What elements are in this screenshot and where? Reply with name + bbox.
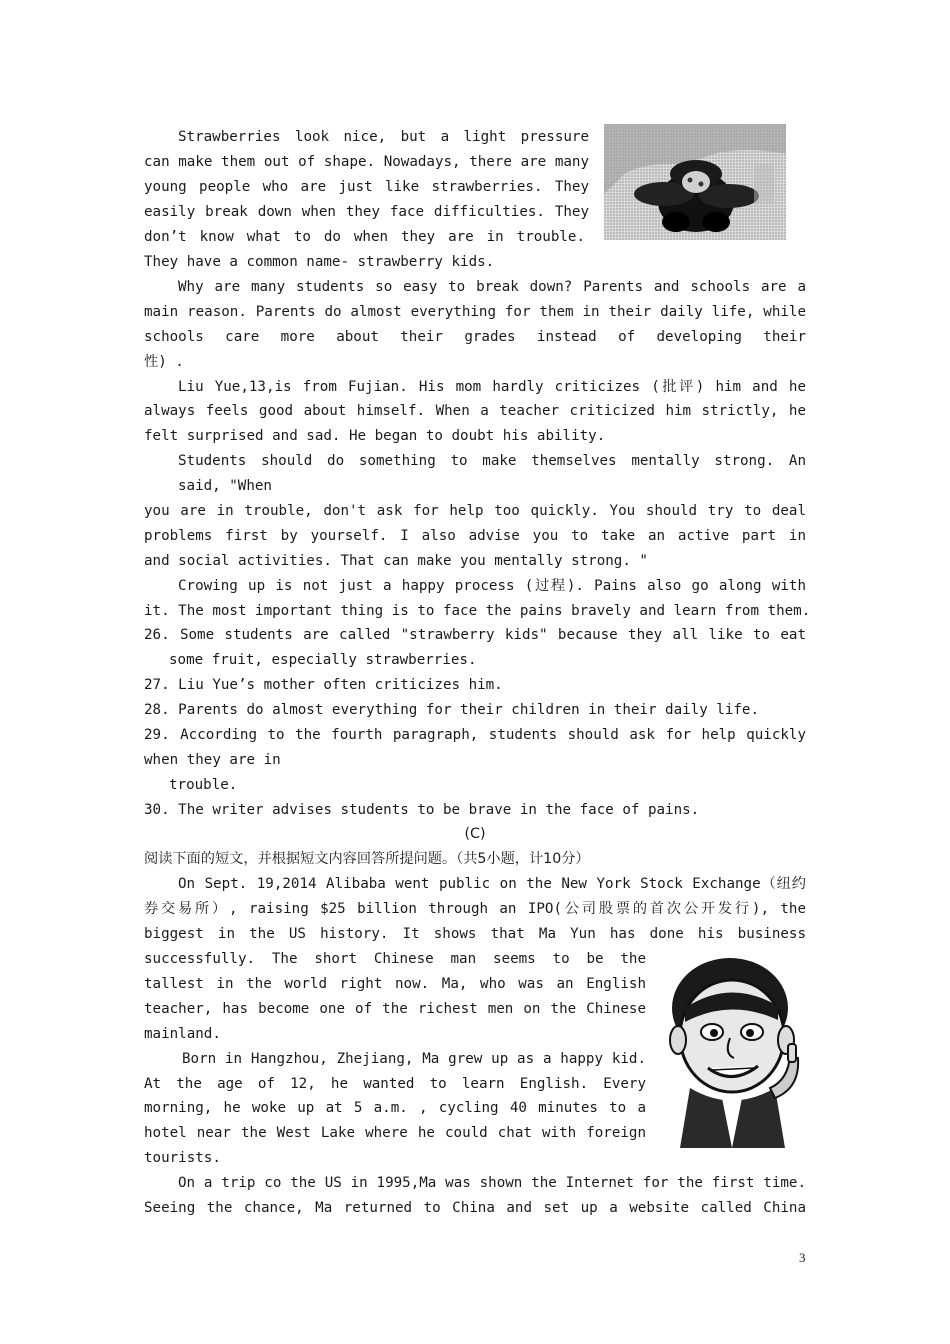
passage-b-p5-line2: it. The most important thing is to face the pains bravely and learn from them. <box>144 603 811 619</box>
passage-c-p1-line3: biggest in the US history. It shows that Ma Yun has done his business <box>144 926 806 942</box>
passage-b-p2-line4: 性) . <box>144 354 184 370</box>
passage-b-p1-line4: easily break down when they face difficulties. They <box>144 204 589 220</box>
question-29-line2: when they are in <box>144 752 281 768</box>
question-27: 27. Liu Yue’s mother often criticizes him. <box>144 677 503 693</box>
passage-b-p5-line1: Crowing up is not just a happy process (过程). Pains also go along with <box>178 578 806 594</box>
question-28: 28. Parents do almost everything for their children in their daily life. <box>144 702 759 718</box>
passage-b-p2-line3: schools care more about their grades instead of developing their <box>144 329 806 345</box>
passage-b-p4-line4: problems first by yourself. I also advise you to take an active part in <box>144 528 806 544</box>
passage-c-p1-line6: teacher, has become one of the richest men on the Chinese <box>144 1001 646 1017</box>
section-c-heading: (C) <box>464 826 486 842</box>
passage-b-p1-line2: can make them out of shape. Nowadays, there are many <box>144 154 589 170</box>
passage-c-p1-line2: 券交易所）, raising $25 billion through an IPO(公司股票的首次公开发行), the <box>144 901 806 917</box>
page-number: 3 <box>799 1250 806 1265</box>
question-30: 30. The writer advises students to be brave in the face of pains. <box>144 802 700 818</box>
passage-c-p3-line1: On a trip co the US in 1995,Ma was shown the Internet for the first time. <box>178 1175 806 1191</box>
ma-yun-caricature-icon <box>650 948 810 1148</box>
passage-b-p3-line3: felt surprised and sad. He began to doubt his ability. <box>144 428 606 444</box>
passage-b-p4-line5: and social activities. That can make you mentally strong. " <box>144 553 648 569</box>
question-26-line1: 26. Some students are called "strawberry kids" because they all like to eat <box>144 627 806 643</box>
passage-b-p1-line3: young people who are just like strawberries. They <box>144 179 589 195</box>
question-29-line3: trouble. <box>169 777 238 793</box>
passage-b-p1-line5: don’t know what to do when they are in trouble. <box>144 229 585 245</box>
passage-c-p3-line2: Seeing the chance, Ma returned to China and set up a website called China <box>144 1200 806 1216</box>
passage-c-p2-line3: morning, he woke up at 5 a.m. , cycling 40 minutes to a <box>144 1100 646 1116</box>
passage-c-p1-line1: On Sept. 19,2014 Alibaba went public on the New York Stock Exchange（纽约 <box>178 876 806 892</box>
section-c-instruction: 阅读下面的短文，并根据短文内容回答所提问题。（共5小题，计10分） <box>144 851 590 867</box>
passage-b-p1-line1: Strawberries look nice, but a light pressure <box>178 129 589 145</box>
question-29-line1: 29. According to the fourth paragraph, students should ask for help quickly <box>144 727 806 743</box>
passage-b-p1-line6: They have a common name- strawberry kids. <box>144 254 495 270</box>
passage-c-p2-line1: Born in Hangzhou, Zhejiang, Ma grew up as a happy kid. <box>182 1051 646 1067</box>
passage-b-p2-line2: main reason. Parents do almost everything for them in their daily life, while <box>144 304 806 320</box>
passage-b-p2-line1: Why are many students so easy to break down? Parents and schools are a <box>178 279 806 295</box>
passage-c-p1-line4: successfully. The short Chinese man seems to be the <box>144 951 646 967</box>
passage-c-p1-line7: mainland. <box>144 1026 221 1042</box>
passage-c-p1-line5: tallest in the world right now. Ma, who was an English <box>144 976 646 992</box>
strawberry-photo-icon <box>604 124 786 240</box>
passage-b-p4-line3: you are in trouble, don't ask for help too quickly. You should try to deal <box>144 503 806 519</box>
passage-b-p3-line1: Liu Yue,13,is from Fujian. His mom hardly criticizes (批评) him and he <box>178 379 806 395</box>
passage-c-p2-line5: tourists. <box>144 1150 221 1166</box>
passage-b-p4-line1: Students should do something to make themselves mentally strong. An <box>178 453 806 469</box>
passage-b-p4-line2: said, "When <box>178 478 272 494</box>
passage-c-p2-line2: At the age of 12, he wanted to learn English. Every <box>144 1076 646 1092</box>
passage-c-p2-line4: hotel near the West Lake where he could chat with foreign <box>144 1125 646 1141</box>
passage-b-p3-line2: always feels good about himself. When a teacher criticized him strictly, he <box>144 403 806 419</box>
question-26-line2: some fruit, especially strawberries. <box>169 652 477 668</box>
